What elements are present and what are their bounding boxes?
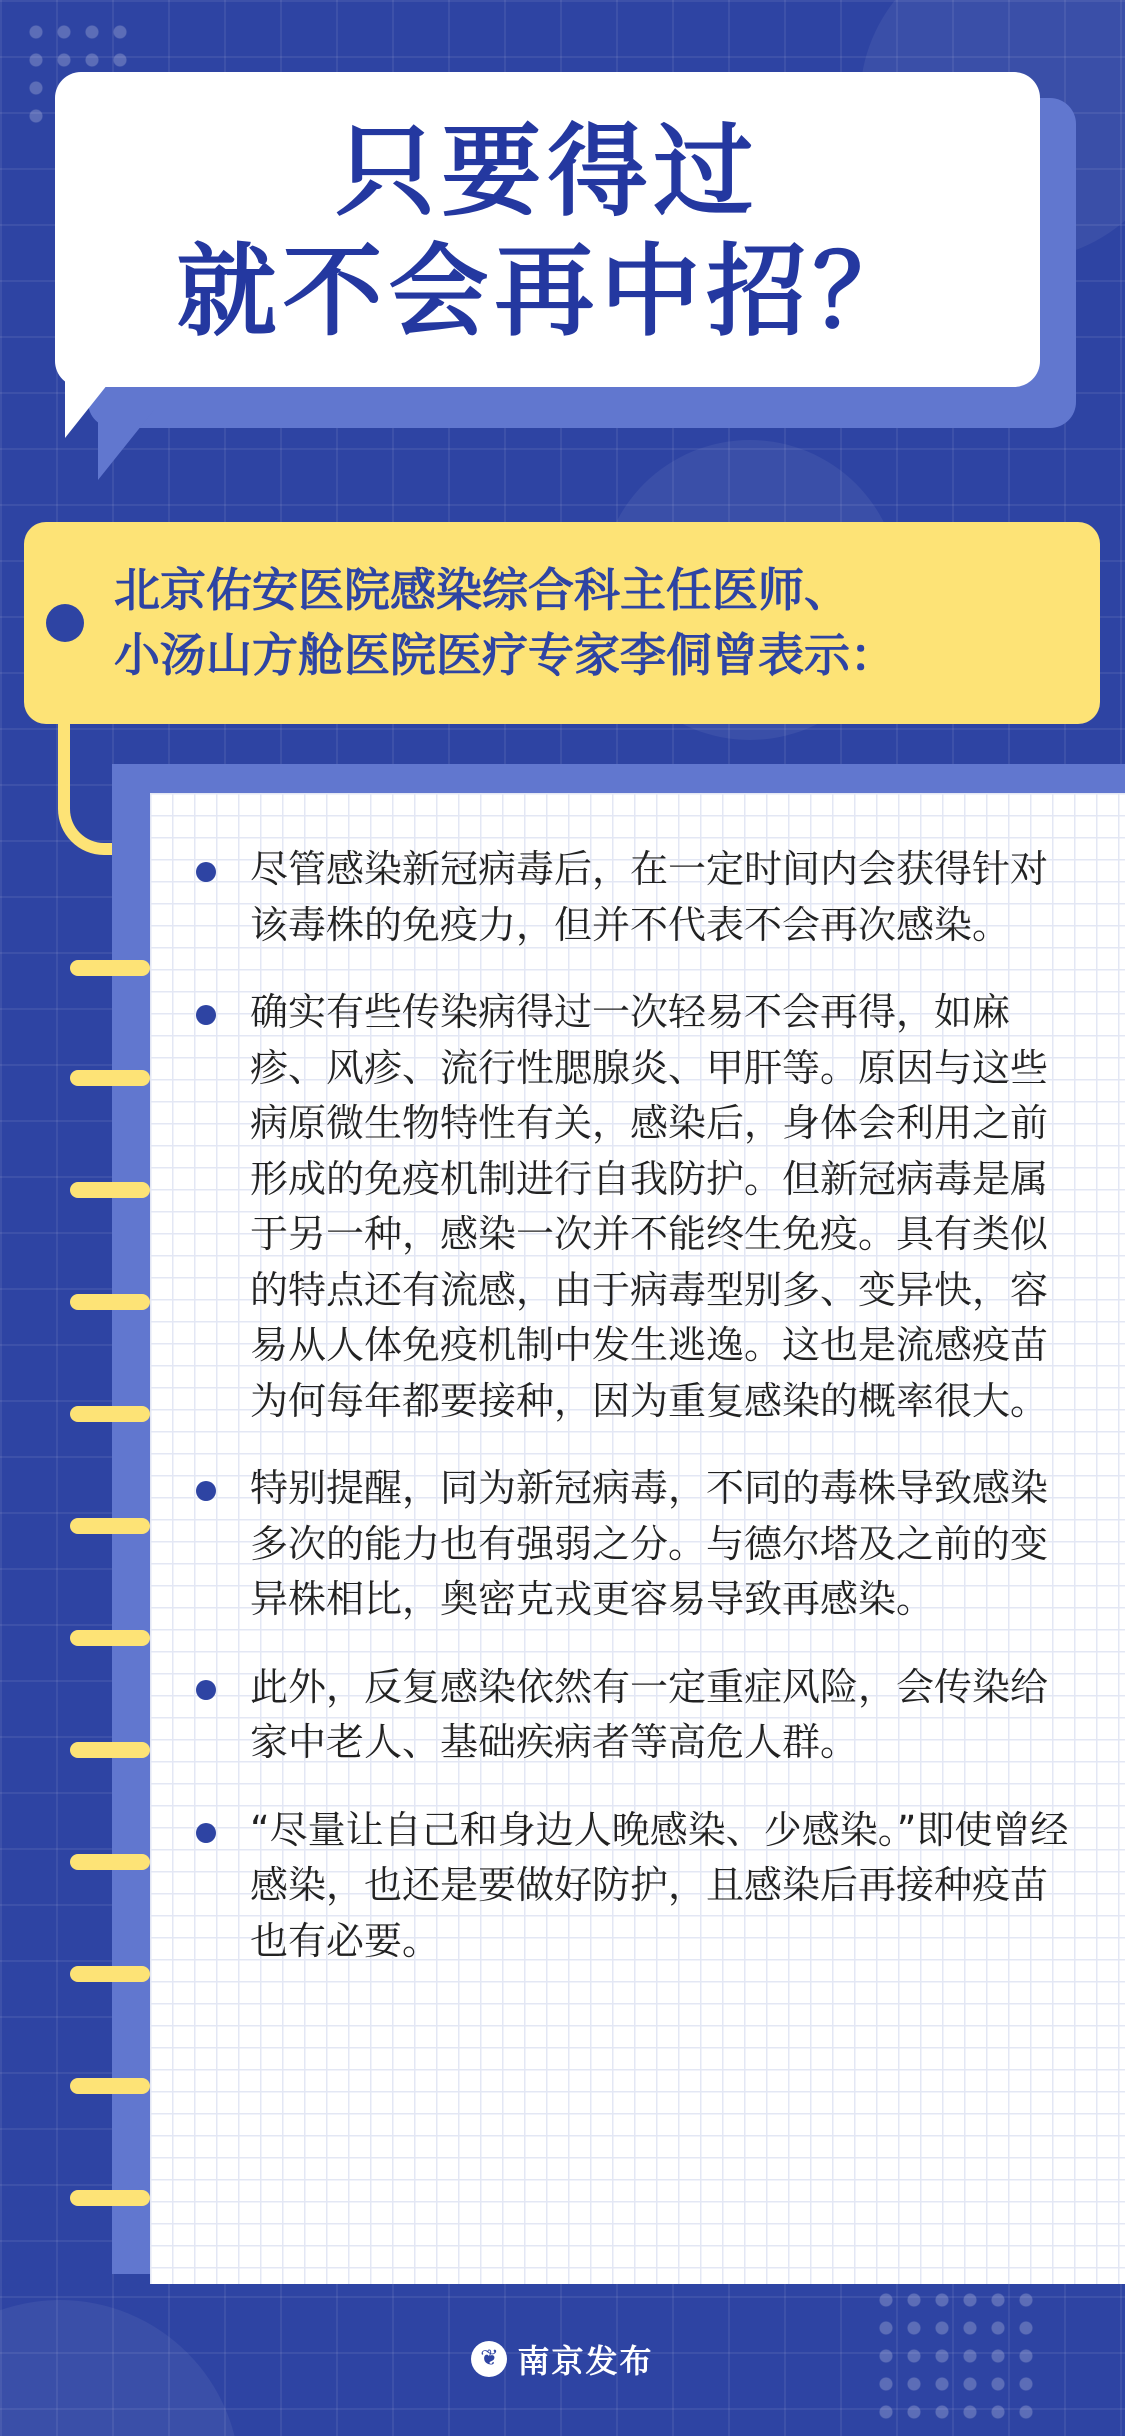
notebook-tab [70,1182,150,1198]
bullet-dot [196,862,216,882]
banner-bullet-dot [46,604,84,642]
notebook-tab [70,2078,150,2094]
banner-line-2: 小汤山方舱医院医疗专家李侗曾表示： [114,628,896,682]
bullet-dot [196,1481,216,1501]
list-item-text: 此外，反复感染依然有一定重症风险，会传染给家中老人、基础疾病者等高危人群。 [250,1664,1049,1764]
notebook-tab [70,1406,150,1422]
notebook-tab [70,1742,150,1758]
banner-line-1: 北京佑安医院感染综合科主任医师、 [114,563,850,617]
page-title [55,112,1040,352]
bullet-dot [196,1680,216,1700]
list-item [196,1803,1076,1970]
list-item-text: 确实有些传染病得过一次轻易不会再得，如麻疹、风疹、流行性腮腺炎、甲肝等。原因与这些病原微生物特性有关，感染后，身体会利用之前形成的免疫机制进行自我防护。但新冠病毒是属于另一种，感染一次并不能终生免疫。具有类似的特点还有流感，由于病毒型别多、变异快，容易从人体免疫机制中发生逃逸。这也是流感疫苗为何每年都要接种，因为重复感染的概率很大。 [250,990,1049,1423]
list-item [196,842,1076,953]
bullet-dot [196,1823,216,1843]
notebook-tab [70,1630,150,1646]
notebook-tab [70,2190,150,2206]
list-item-text: 特别提醒，同为新冠病毒，不同的毒株导致感染多次的能力也有强弱之分。与德尔塔及之前的变异株相比，奥密克戎更容易导致再感染。 [250,1466,1049,1621]
list-item-text: “尽量让自己和身边人晚感染、少感染。”即使曾经感染，也还是要做好防护，且感染后再接种疫苗也有必要。 [250,1807,1069,1963]
list-item [196,1461,1076,1628]
bullet-dot [196,1005,216,1025]
notebook-tab [70,1294,150,1310]
notebook-tab [70,1518,150,1534]
footer-brand [0,2336,1125,2382]
title-line-1: 只要得过 [335,113,760,230]
notebook-tab [70,1854,150,1870]
list-item [196,985,1076,1429]
notebook-tab [70,1070,150,1086]
leaf-logo-icon: ❦ [471,2341,507,2377]
bullet-list [196,842,1076,2001]
title-line-2: 就不会再中招？ [176,233,919,350]
list-item [196,1660,1076,1771]
title-bubble-tail [65,360,127,438]
list-item-text: 尽管感染新冠病毒后，在一定时间内会获得针对该毒株的免疫力，但并不代表不会再次感染。 [250,847,1049,947]
notebook-tab [70,960,150,976]
brand-name: 南京发布 [517,2342,654,2380]
notebook-tab [70,1966,150,1982]
expert-banner-text [114,558,1084,688]
